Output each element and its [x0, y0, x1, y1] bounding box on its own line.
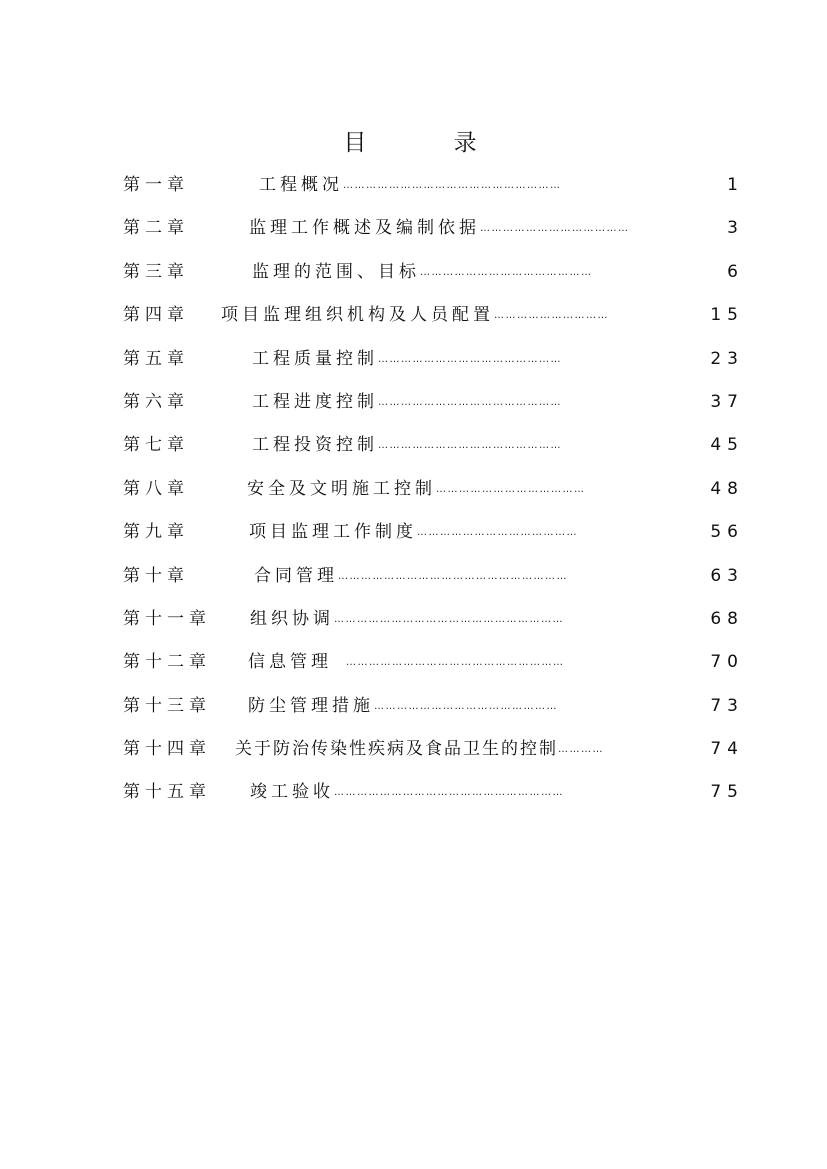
toc-leader-dots: …………………………………………………: [346, 657, 565, 669]
toc-leader-dots: …………………………………………: [374, 700, 558, 712]
toc-entry-title: 关于防治传染性疾病及食品卫生的控制: [235, 739, 558, 760]
toc-entry: [123, 424, 744, 467]
toc-page-number: 6: [727, 261, 744, 282]
toc-chapter-number: 第九章: [123, 522, 189, 543]
toc-page-number: 1: [727, 175, 744, 195]
toc-leader-dots: …………………………………………: [378, 353, 562, 365]
toc-entry-title: 工程概况: [259, 175, 343, 195]
toc-chapter-number: 第八章: [123, 478, 189, 499]
toc-entry-title: 工程质量控制: [252, 348, 378, 369]
toc-title: 目 录: [343, 130, 517, 156]
toc-entry: [123, 685, 744, 728]
toc-entry-title: 项目监理工作制度: [249, 522, 417, 543]
toc-chapter-number: 第十一章: [123, 608, 211, 629]
toc-page-number: 48: [710, 478, 744, 499]
toc-leader-dots: …………………………………: [436, 483, 586, 495]
toc-entry: [123, 338, 744, 381]
toc-page-number: 63: [710, 565, 744, 586]
toc-list: [123, 164, 744, 815]
toc-entry: [123, 511, 744, 554]
toc-chapter-number: 第十章: [123, 565, 189, 586]
toc-leader-dots: …………………………………………: [378, 440, 562, 452]
toc-leader-dots: …………………………………………………: [343, 180, 562, 191]
toc-page-number: 68: [710, 608, 744, 629]
toc-entry-title: 信息管理: [248, 652, 332, 673]
toc-page-number: 3: [727, 218, 744, 239]
toc-chapter-number: 第四章: [123, 305, 189, 326]
toc-entry: [123, 251, 744, 294]
toc-entry: [123, 771, 744, 814]
toc-leader-dots: ……………………………………………………: [338, 570, 568, 582]
toc-entry-title: 监理的范围、目标: [252, 261, 420, 282]
toc-entry-title: 工程投资控制: [252, 435, 378, 456]
toc-chapter-number: 第十四章: [123, 739, 211, 760]
toc-page-number: 56: [710, 522, 744, 543]
toc-entry-title: 工程进度控制: [252, 391, 378, 412]
toc-page-number: 23: [710, 348, 744, 369]
toc-leader-dots: ……………………………………: [417, 527, 578, 539]
toc-entry-title: 防尘管理措施: [248, 695, 374, 716]
toc-page-number: 70: [710, 652, 744, 673]
toc-entry: [123, 598, 744, 641]
toc-page-number: 15: [710, 305, 744, 326]
toc-leader-dots: …………: [558, 744, 604, 756]
toc-entry-title: 项目监理组织机构及人员配置: [221, 305, 494, 326]
toc-leader-dots: ……………………………………………………: [334, 613, 564, 625]
toc-entry-title: 监理工作概述及编制依据: [249, 218, 480, 239]
toc-entry-title: 组织协调: [250, 608, 334, 629]
toc-entry: [123, 381, 744, 424]
toc-chapter-number: 第三章: [123, 261, 189, 282]
toc-leader-dots: …………………………………: [480, 223, 630, 235]
toc-entry-title: 安全及文明施工控制: [247, 478, 436, 499]
toc-page-number: 73: [710, 695, 744, 716]
toc-entry: [123, 207, 744, 250]
toc-entry: [123, 468, 744, 511]
toc-entry: [123, 728, 744, 771]
toc-chapter-number: 第二章: [123, 218, 189, 239]
toc-page-number: 75: [710, 782, 744, 803]
toc-page-number: 37: [710, 391, 744, 412]
toc-chapter-number: 第一章: [123, 175, 189, 195]
toc-leader-dots: ……………………………………………………: [334, 787, 564, 799]
toc-leader-dots: …………………………: [494, 310, 609, 322]
toc-entry: [123, 641, 744, 684]
toc-chapter-number: 第十二章: [123, 652, 211, 673]
toc-page-number: 74: [710, 739, 744, 760]
toc-page-number: 45: [710, 435, 744, 456]
toc-entry: [123, 555, 744, 598]
toc-leader-dots: ………………………………………: [420, 266, 593, 278]
toc-chapter-number: 第十三章: [123, 695, 211, 716]
toc-chapter-number: 第五章: [123, 348, 189, 369]
toc-chapter-number: 第六章: [123, 391, 189, 412]
toc-chapter-number: 第十五章: [123, 782, 211, 803]
toc-entry-title: 合同管理: [254, 565, 338, 586]
toc-leader-dots: …………………………………………: [378, 396, 562, 408]
toc-entry: [123, 294, 744, 337]
toc-entry-title: 竣工验收: [250, 782, 334, 803]
toc-entry: [123, 164, 744, 207]
toc-chapter-number: 第七章: [123, 435, 189, 456]
